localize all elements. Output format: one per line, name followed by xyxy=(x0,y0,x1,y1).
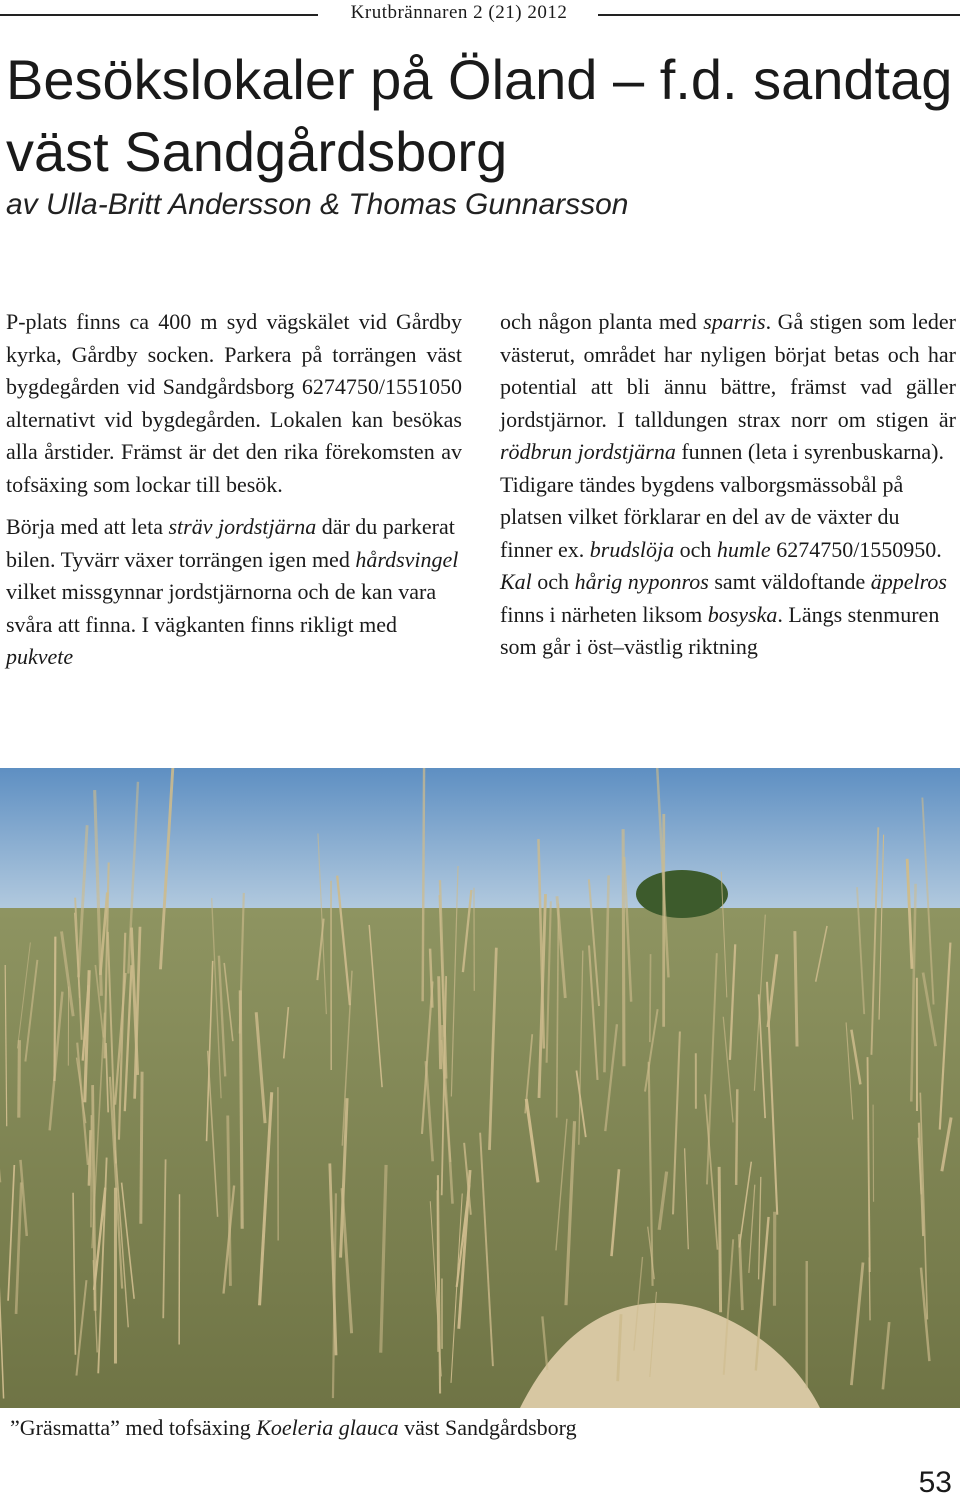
caption-species: Koeleria glauca xyxy=(256,1415,399,1440)
caption-text: ”Gräsmatta” med tofsäxing xyxy=(10,1415,257,1440)
grass-stalk xyxy=(89,1130,91,1186)
photo-meadow xyxy=(0,908,960,1408)
article-byline: av Ulla-Britt Andersson & Thomas Gunnarsson xyxy=(6,188,629,221)
species-name: humle xyxy=(716,536,771,562)
text-run: och xyxy=(531,569,575,594)
paragraph-start xyxy=(6,511,462,674)
caption-text: väst Sandgårdsborg xyxy=(398,1415,577,1440)
grass-stalk xyxy=(439,976,441,1069)
running-title: Krutbrännaren 2 (21) 2012 xyxy=(350,2,568,23)
text-run: vilket missgynnar jordstjärnorna och de kan vara svåra att finna. I vägkanten finns rikligt med xyxy=(6,579,437,637)
species-name: hårdsvingel xyxy=(355,546,459,572)
grass-stalk xyxy=(240,990,242,1228)
paragraph-bonfire xyxy=(500,469,956,664)
grass-stalk xyxy=(19,1040,20,1117)
text-run: samt väldoftande xyxy=(708,569,871,594)
species-name: äppelros xyxy=(870,569,947,594)
text-run: finns i närheten liksom xyxy=(500,601,708,627)
text-run: Tidigare tändes bygdens valborgsmässobål på platsen vilket förklarar en del av de växter du finner ex. xyxy=(500,471,904,562)
header-rule-left xyxy=(0,14,318,16)
page-number: 53 xyxy=(918,1466,952,1499)
photo-shrub xyxy=(636,870,728,918)
grass-stalk xyxy=(719,1167,720,1312)
text-run: och xyxy=(674,536,717,562)
grass-stalk xyxy=(650,954,651,1042)
grass-stalk xyxy=(55,937,56,1081)
species-name: rödbrun jordstjärna xyxy=(500,439,676,464)
header-rule-right xyxy=(598,14,960,16)
grass-stalk xyxy=(141,1072,142,1224)
text-run: och någon planta med xyxy=(500,309,704,334)
species-name: pukvete xyxy=(6,644,74,669)
text-column-left xyxy=(6,306,462,674)
grass-stalk xyxy=(736,1089,737,1185)
photo-caption xyxy=(10,1412,577,1444)
paragraph-intro: P-plats finns ca 400 m syd vägskälet vid Gårdby kyrka, Gårdby socken. Parkera på torrängen väst bygdegården vid Sandgårdsborg 6274750/1551050 alternativt vid bygdegården. Lokalen kan besökas alla årstider. Främst är det den rika förekomsten av tofsäxing som lockar till besök. xyxy=(6,309,462,497)
running-header xyxy=(0,0,960,30)
text-run: 6274750/1550950. xyxy=(770,536,942,562)
species-name: bosyska xyxy=(707,601,778,627)
article-title: Besökslokaler på Öland – f.d. sandtag väst Sandgårdsborg xyxy=(6,48,953,183)
grass-stalk xyxy=(869,1257,870,1320)
meadow-photo xyxy=(0,768,960,1408)
text-run: . Gå stigen som leder västerut, området har nyligen börjat betas och har potential att bli ännu bättre, främst vad gäller jordstjärnor. I talldungen strax norr om stigen är xyxy=(500,309,956,432)
species-name: Kal xyxy=(500,569,532,594)
grass-stalk xyxy=(423,768,424,1001)
text-run: där du parkerat bilen. Tyvärr växer torrängen igen med xyxy=(6,514,455,572)
text-run: . Längs stenmuren som går i öst–västlig riktning xyxy=(500,601,940,659)
text-run: funnen (leta i syrenbuskarna). xyxy=(675,439,945,464)
species-name: brudslöja xyxy=(589,536,675,562)
species-name: sparris xyxy=(703,309,766,334)
grass-stalk xyxy=(623,829,624,1066)
photo-sky xyxy=(0,768,960,918)
text-column-right xyxy=(500,306,956,664)
species-name: sträv jordstjärna xyxy=(168,514,317,539)
species-name: hårig nyponros xyxy=(574,569,709,594)
paragraph-path xyxy=(500,306,956,469)
text-run: Börja med att leta xyxy=(6,514,169,539)
